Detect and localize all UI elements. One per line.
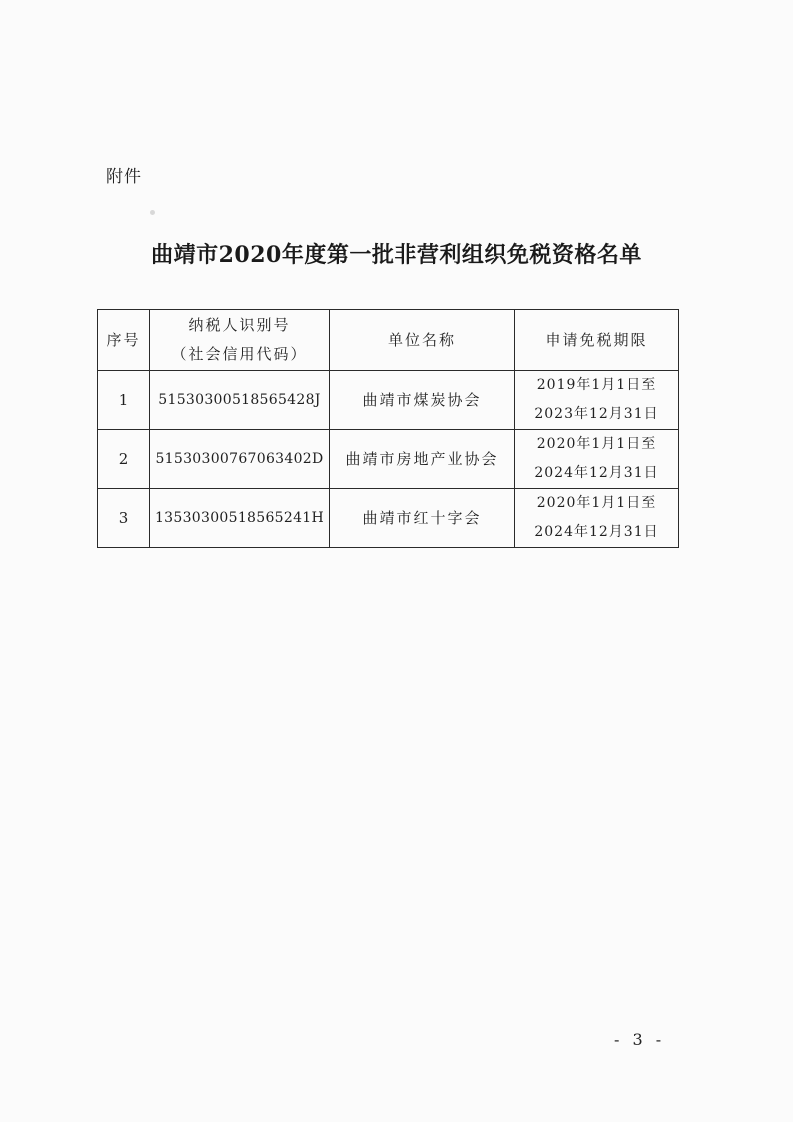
row-index: 2 xyxy=(98,430,150,489)
row-index: 3 xyxy=(98,489,150,548)
row-index: 1 xyxy=(98,371,150,430)
row-unit-name: 曲靖市煤炭协会 xyxy=(330,371,515,430)
row-unit-name: 曲靖市红十字会 xyxy=(330,489,515,548)
row-period-start: 2020年1月1日至 xyxy=(536,495,657,511)
row-period-start: 2020年1月1日至 xyxy=(536,436,657,452)
header-taxpayer-id-line1: 纳税人识别号 xyxy=(188,316,291,334)
row-taxpayer-id: 51530300518565428J xyxy=(150,371,330,430)
row-period-end: 2024年12月31日 xyxy=(534,465,659,481)
table-row xyxy=(98,430,679,489)
table-header-row xyxy=(98,310,679,371)
header-unit-name: 单位名称 xyxy=(330,310,515,371)
row-period xyxy=(515,371,679,430)
document-title: 曲靖市2020年度第一批非营利组织免税资格名单 xyxy=(151,242,642,268)
page-number: - 3 - xyxy=(614,1030,666,1049)
header-taxpayer-id xyxy=(150,310,330,371)
row-period-start: 2019年1月1日至 xyxy=(536,377,657,393)
exemption-list-table xyxy=(97,309,679,548)
row-period-end: 2023年12月31日 xyxy=(534,406,659,422)
header-taxpayer-id-line2: （社会信用代码） xyxy=(171,345,308,363)
row-unit-name: 曲靖市房地产业协会 xyxy=(330,430,515,489)
row-period xyxy=(515,430,679,489)
header-exemption-period: 申请免税期限 xyxy=(515,310,679,371)
row-taxpayer-id: 51530300767063402D xyxy=(150,430,330,489)
row-period xyxy=(515,489,679,548)
attachment-label: 附件 xyxy=(106,167,142,187)
row-taxpayer-id: 13530300518565241H xyxy=(150,489,330,548)
scan-speck xyxy=(150,210,155,215)
table-row xyxy=(98,489,679,548)
header-index: 序号 xyxy=(98,310,150,371)
row-period-end: 2024年12月31日 xyxy=(534,524,659,540)
table-row xyxy=(98,371,679,430)
